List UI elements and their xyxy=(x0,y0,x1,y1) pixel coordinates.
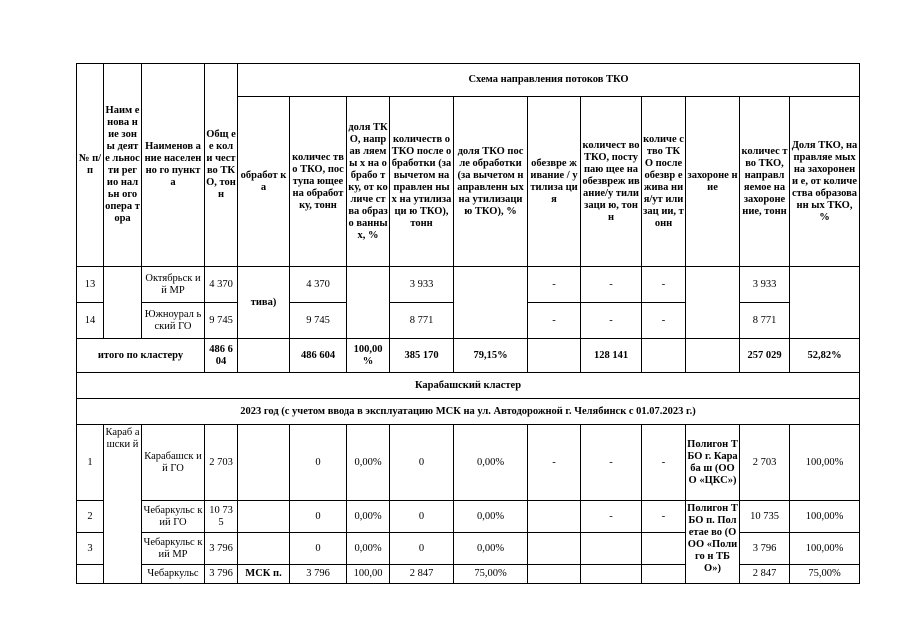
neutralization-qty: - xyxy=(581,425,642,501)
settlement-name: Октябрьск ий МР xyxy=(142,267,205,303)
total-neutralization xyxy=(528,339,581,373)
after-processing-qty: 3 933 xyxy=(390,267,454,303)
processing-share xyxy=(347,267,390,339)
processing: МСК п. xyxy=(238,565,290,584)
neutralization xyxy=(528,533,581,565)
row-num: 1 xyxy=(77,425,104,501)
row-num: 3 xyxy=(77,533,104,565)
total-after-processing-share: 79,15% xyxy=(454,339,528,373)
total-row xyxy=(77,339,860,373)
settlement-name: Карабашск ий ГО xyxy=(142,425,205,501)
total-qty: 9 745 xyxy=(205,303,238,339)
total-after-processing-qty: 385 170 xyxy=(390,339,454,373)
after-processing-qty: 0 xyxy=(390,425,454,501)
processing-qty: 0 xyxy=(290,501,347,533)
settlement-name: Чебаркульс кий ГО xyxy=(142,501,205,533)
processing xyxy=(238,533,290,565)
year-title: 2023 год (с учетом ввода в эксплуатацию МСК на ул. Автодорожной г. Челябинск с 01.07.2023 г.) xyxy=(77,399,860,425)
total-burial-share: 52,82% xyxy=(790,339,860,373)
burial-share: 100,00% xyxy=(790,533,860,565)
header-processing-qty: количес тво ТКО, поступа ющее на обработ ку, тонн xyxy=(290,97,347,267)
table-row xyxy=(77,501,860,533)
table-row xyxy=(77,565,860,584)
burial xyxy=(686,267,740,339)
zone-cell xyxy=(104,267,142,339)
neutralization-qty: - xyxy=(581,303,642,339)
header-num: № п/п xyxy=(77,64,104,267)
burial-share xyxy=(790,267,860,339)
total-processing-qty: 486 604 xyxy=(290,339,347,373)
neutralization: - xyxy=(528,267,581,303)
header-after-processing-share: доля ТКО после обработки (за вычетом направленн ых на утилизацию ТКО), % xyxy=(454,97,528,267)
after-neutralization-qty: - xyxy=(642,303,686,339)
processing-qty: 9 745 xyxy=(290,303,347,339)
total-processing xyxy=(238,339,290,373)
burial: Полигон ТБО г. Караба ш (ООО «ЦКС») xyxy=(686,425,740,501)
total-qty: 486 6 04 xyxy=(205,339,238,373)
row-num: 2 xyxy=(77,501,104,533)
total-neutralization-qty: 128 141 xyxy=(581,339,642,373)
total-qty: 4 370 xyxy=(205,267,238,303)
row-num xyxy=(77,565,104,584)
processing-share: 0,00% xyxy=(347,533,390,565)
burial-qty: 10 735 xyxy=(740,501,790,533)
burial-share: 75,00% xyxy=(790,565,860,584)
settlement-name: Чебаркульс кий МР xyxy=(142,533,205,565)
header-neutralization-qty: количест во ТКО, поступаю щее на обезвреж ивание/у тилизаци ю, тонн xyxy=(581,97,642,267)
after-processing-share: 0,00% xyxy=(454,533,528,565)
cluster-title: Карабашский кластер xyxy=(77,373,860,399)
after-neutralization-qty xyxy=(642,565,686,584)
burial-qty: 3 796 xyxy=(740,533,790,565)
header-settlement: Наименов ание населенно го пункта xyxy=(142,64,205,267)
after-processing-share xyxy=(454,267,528,339)
after-processing-share: 0,00% xyxy=(454,501,528,533)
total-qty: 10 73 5 xyxy=(205,501,238,533)
processing-share: 100,00 xyxy=(347,565,390,584)
zone-name: Караб ашски й xyxy=(104,425,142,584)
after-processing-share: 75,00% xyxy=(454,565,528,584)
total-qty: 3 796 xyxy=(205,533,238,565)
total-burial-qty: 257 029 xyxy=(740,339,790,373)
burial-qty: 2 703 xyxy=(740,425,790,501)
neutralization-qty: - xyxy=(581,267,642,303)
neutralization xyxy=(528,565,581,584)
header-total: Общ ее коли чест во ТКО, тонн xyxy=(205,64,238,267)
neutralization xyxy=(528,501,581,533)
total-processing-share: 100,00 % xyxy=(347,339,390,373)
processing-qty: 3 796 xyxy=(290,565,347,584)
processing xyxy=(238,501,290,533)
header-after-neutralization-qty: количе ство ТКО после обезвр ежива ния/ут илизац ии, тонн xyxy=(642,97,686,267)
table-row xyxy=(77,533,860,565)
header-after-processing-qty: количеств о ТКО после обработки (за вычетом направлен ных на утилизаци ю ТКО), тонн xyxy=(390,97,454,267)
header-processing: обработ ка xyxy=(238,97,290,267)
total-after-neutralization xyxy=(642,339,686,373)
after-neutralization-qty xyxy=(642,533,686,565)
processing-qty: 4 370 xyxy=(290,267,347,303)
neutralization: - xyxy=(528,303,581,339)
header-scheme-title: Схема направления потоков ТКО xyxy=(238,64,860,97)
burial-qty: 2 847 xyxy=(740,565,790,584)
burial: Полигон ТБО п. Полетае во (ООО «Полиго н ТБО») xyxy=(686,501,740,584)
header-neutralization: обезвре живание / утилиза ция xyxy=(528,97,581,267)
total-qty: 3 796 xyxy=(205,565,238,584)
waste-flow-table xyxy=(76,63,860,584)
processing xyxy=(238,425,290,501)
after-processing-qty: 0 xyxy=(390,501,454,533)
table-row xyxy=(77,425,860,501)
header-processing-share: доля ТКО, направ ляемы х на обрабо тку, от количе ства образо ванны х, % xyxy=(347,97,390,267)
neutralization-qty xyxy=(581,565,642,584)
processing-qty: 0 xyxy=(290,425,347,501)
neutralization-qty: - xyxy=(581,501,642,533)
header-zone: Наим енова ние зоны деяте льнос ти регио нальн ого опера тора xyxy=(104,64,142,267)
row-num: 14 xyxy=(77,303,104,339)
header-burial: захороне ние xyxy=(686,97,740,267)
after-neutralization-qty: - xyxy=(642,501,686,533)
processing-share: 0,00% xyxy=(347,501,390,533)
neutralization-qty xyxy=(581,533,642,565)
table-row xyxy=(77,267,860,303)
processing-share: 0,00% xyxy=(347,425,390,501)
after-neutralization-qty: - xyxy=(642,425,686,501)
neutralization: - xyxy=(528,425,581,501)
total-burial xyxy=(686,339,740,373)
row-num: 13 xyxy=(77,267,104,303)
header-burial-qty: количес тво ТКО, направл яемое на захороне ние, тонн xyxy=(740,97,790,267)
burial-share: 100,00% xyxy=(790,425,860,501)
burial-qty: 8 771 xyxy=(740,303,790,339)
burial-share: 100,00% xyxy=(790,501,860,533)
burial-qty: 3 933 xyxy=(740,267,790,303)
header-burial-share: Доля ТКО, направляе мых на захоронени е, от количества образованн ых ТКО, % xyxy=(790,97,860,267)
after-processing-share: 0,00% xyxy=(454,425,528,501)
total-qty: 2 703 xyxy=(205,425,238,501)
processing-cell: тива) xyxy=(238,267,290,339)
after-processing-qty: 2 847 xyxy=(390,565,454,584)
settlement-name: Южноурал ьский ГО xyxy=(142,303,205,339)
processing-qty: 0 xyxy=(290,533,347,565)
after-neutralization-qty: - xyxy=(642,267,686,303)
settlement-name: Чебаркульс xyxy=(142,565,205,584)
after-processing-qty: 8 771 xyxy=(390,303,454,339)
total-label: итого по кластеру xyxy=(77,339,205,373)
after-processing-qty: 0 xyxy=(390,533,454,565)
